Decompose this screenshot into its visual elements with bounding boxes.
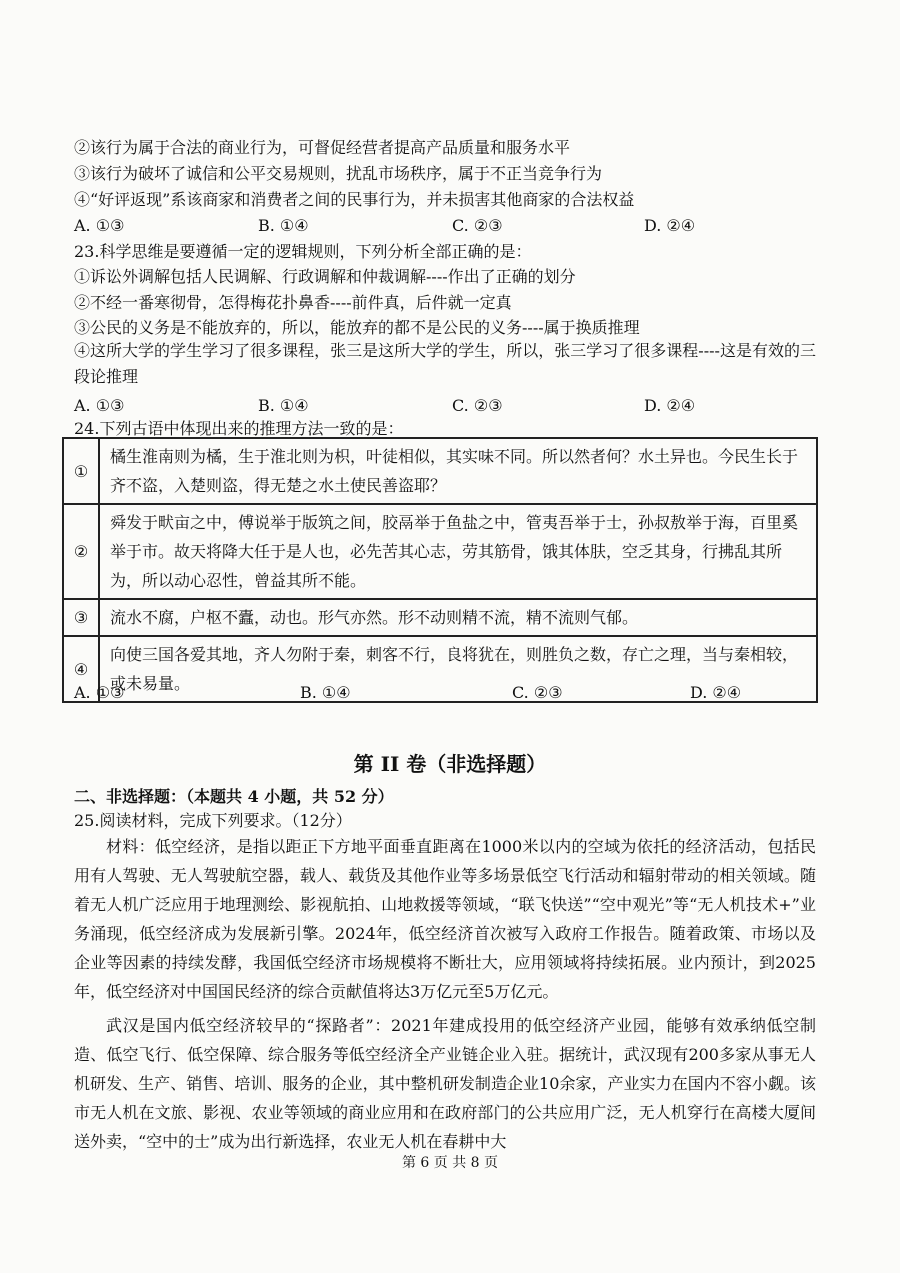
q22-option-c[interactable]: C. ②③ xyxy=(452,216,503,235)
q24-row-number: ③ xyxy=(63,599,99,636)
q24-option-c[interactable]: C. ②③ xyxy=(512,683,563,702)
q22-statement-3: ③该行为破坏了诚信和公平交易规则，扰乱市场秩序，属于不正当竞争行为 xyxy=(74,164,603,183)
q23-option-a[interactable]: A. ①③ xyxy=(74,396,125,415)
q24-quote-table xyxy=(62,437,818,703)
table-row xyxy=(63,438,817,504)
q24-row-number: ② xyxy=(63,504,99,599)
q23-statement-2: ②不经一番寒彻骨，怎得梅花扑鼻香----前件真，后件就一定真 xyxy=(74,293,512,312)
part-2-title: 第 II 卷（非选择题） xyxy=(353,752,547,776)
q24-row-text: 向使三国各爱其地，齐人勿附于秦，刺客不行，良将犹在，则胜负之数，存亡之理，当与秦相较，或未易量。 xyxy=(99,636,817,702)
q24-row-text: 舜发于畎亩之中，傅说举于版筑之间，胶鬲举于鱼盐之中，管夷吾举于士，孙叔敖举于海，百里奚举于市。故天将降大任于是人也，必先苦其心志，劳其筋骨，饿其体肤，空乏其身，行拂乱其所为，所以动心忍性，曾益其所不能。 xyxy=(99,504,817,599)
q24-option-b[interactable]: B. ①④ xyxy=(300,683,351,702)
q23-statement-1: ①诉讼外调解包括人民调解、行政调解和仲裁调解----作出了正确的划分 xyxy=(74,267,576,286)
q24-row-text: 流水不腐，户枢不蠹，动也。形气亦然。形不动则精不流，精不流则气郁。 xyxy=(99,599,817,636)
part-2-heading: 二、非选择题：（本题共 4 小题，共 52 分） xyxy=(74,787,394,806)
q22-option-d[interactable]: D. ②④ xyxy=(644,216,696,235)
table-row xyxy=(63,599,817,636)
q22-option-a[interactable]: A. ①③ xyxy=(74,216,125,235)
q23-option-b[interactable]: B. ①④ xyxy=(258,396,309,415)
q24-option-a[interactable]: A. ①③ xyxy=(74,683,125,702)
q22-statement-2: ②该行为属于合法的商业行为，可督促经营者提高产品质量和服务水平 xyxy=(74,138,571,157)
q24-option-d[interactable]: D. ②④ xyxy=(690,683,742,702)
page-footer: 第 6 页 共 8 页 xyxy=(401,1155,499,1171)
q24-stem: 24.下列古语中体现出来的推理方法一致的是： xyxy=(74,419,404,438)
q23-option-d[interactable]: D. ②④ xyxy=(644,396,696,415)
table-row xyxy=(63,504,817,599)
q23-stem: 23.科学思维是要遵循一定的逻辑规则，下列分析全部正确的是： xyxy=(74,242,532,261)
q23-statement-3: ③公民的义务是不能放弃的，所以，能放弃的都不是公民的义务----属于换质推理 xyxy=(74,318,640,337)
q24-row-number: ① xyxy=(63,438,99,504)
q24-row-number: ④ xyxy=(63,636,99,702)
q25-material-paragraph-1: 材料：低空经济，是指以距正下方地平面垂直距离在1000米以内的空域为依托的经济活动，包括民用有人驾驶、无人驾驶航空器，载人、载货及其他作业等多场景低空飞行活动和辐射带动的相关领域。随着无人机广泛应用于地理测绘、影视航拍、山地救援等领域，“联飞快送”“空中观光”等“无人机技术+”业务涌现，低空经济成为发展新引擎。2024年，低空经济首次被写入政府工作报告。随着政策、市场以及企业等因素的持续发酵，我国低空经济市场规模将不断壮大，应用领域将持续拓展。业内预计，到2025年，低空经济对中国国民经济的综合贡献值将达3万亿元至5万亿元。 xyxy=(74,837,816,1001)
q24-row-text: 橘生淮南则为橘，生于淮北则为枳，叶徒相似，其实味不同。所以然者何？水土异也。今民生长于齐不盗，入楚则盗，得无楚之水土使民善盗耶？ xyxy=(99,438,817,504)
q25-stem: 25.阅读材料，完成下列要求。（12分） xyxy=(74,811,352,830)
q23-option-c[interactable]: C. ②③ xyxy=(452,396,503,415)
q25-material-paragraph-2: 武汉是国内低空经济较早的“探路者”：2021年建成投用的低空经济产业园，能够有效承纳低空制造、低空飞行、低空保障、综合服务等低空经济全产业链企业入驻。据统计，武汉现有200多家从事无人机研发、生产、销售、培训、服务的企业，其中整机研发制造企业10余家，产业实力在国内不容小觑。该市无人机在文旅、影视、农业等领域的商业应用和在政府部门的公共应用广泛，无人机穿行在高楼大厦间送外卖，“空中的士”成为出行新选择，农业无人机在春耕中大 xyxy=(74,1016,816,1151)
q22-option-b[interactable]: B. ①④ xyxy=(258,216,309,235)
q22-statement-4: ④“好评返现”系该商家和消费者之间的民事行为，并未损害其他商家的合法权益 xyxy=(74,190,635,209)
q23-statement-4: ④这所大学的学生学习了很多课程，张三是这所大学的学生，所以，张三学习了很多课程----这是有效的三段论推理 xyxy=(74,341,816,386)
